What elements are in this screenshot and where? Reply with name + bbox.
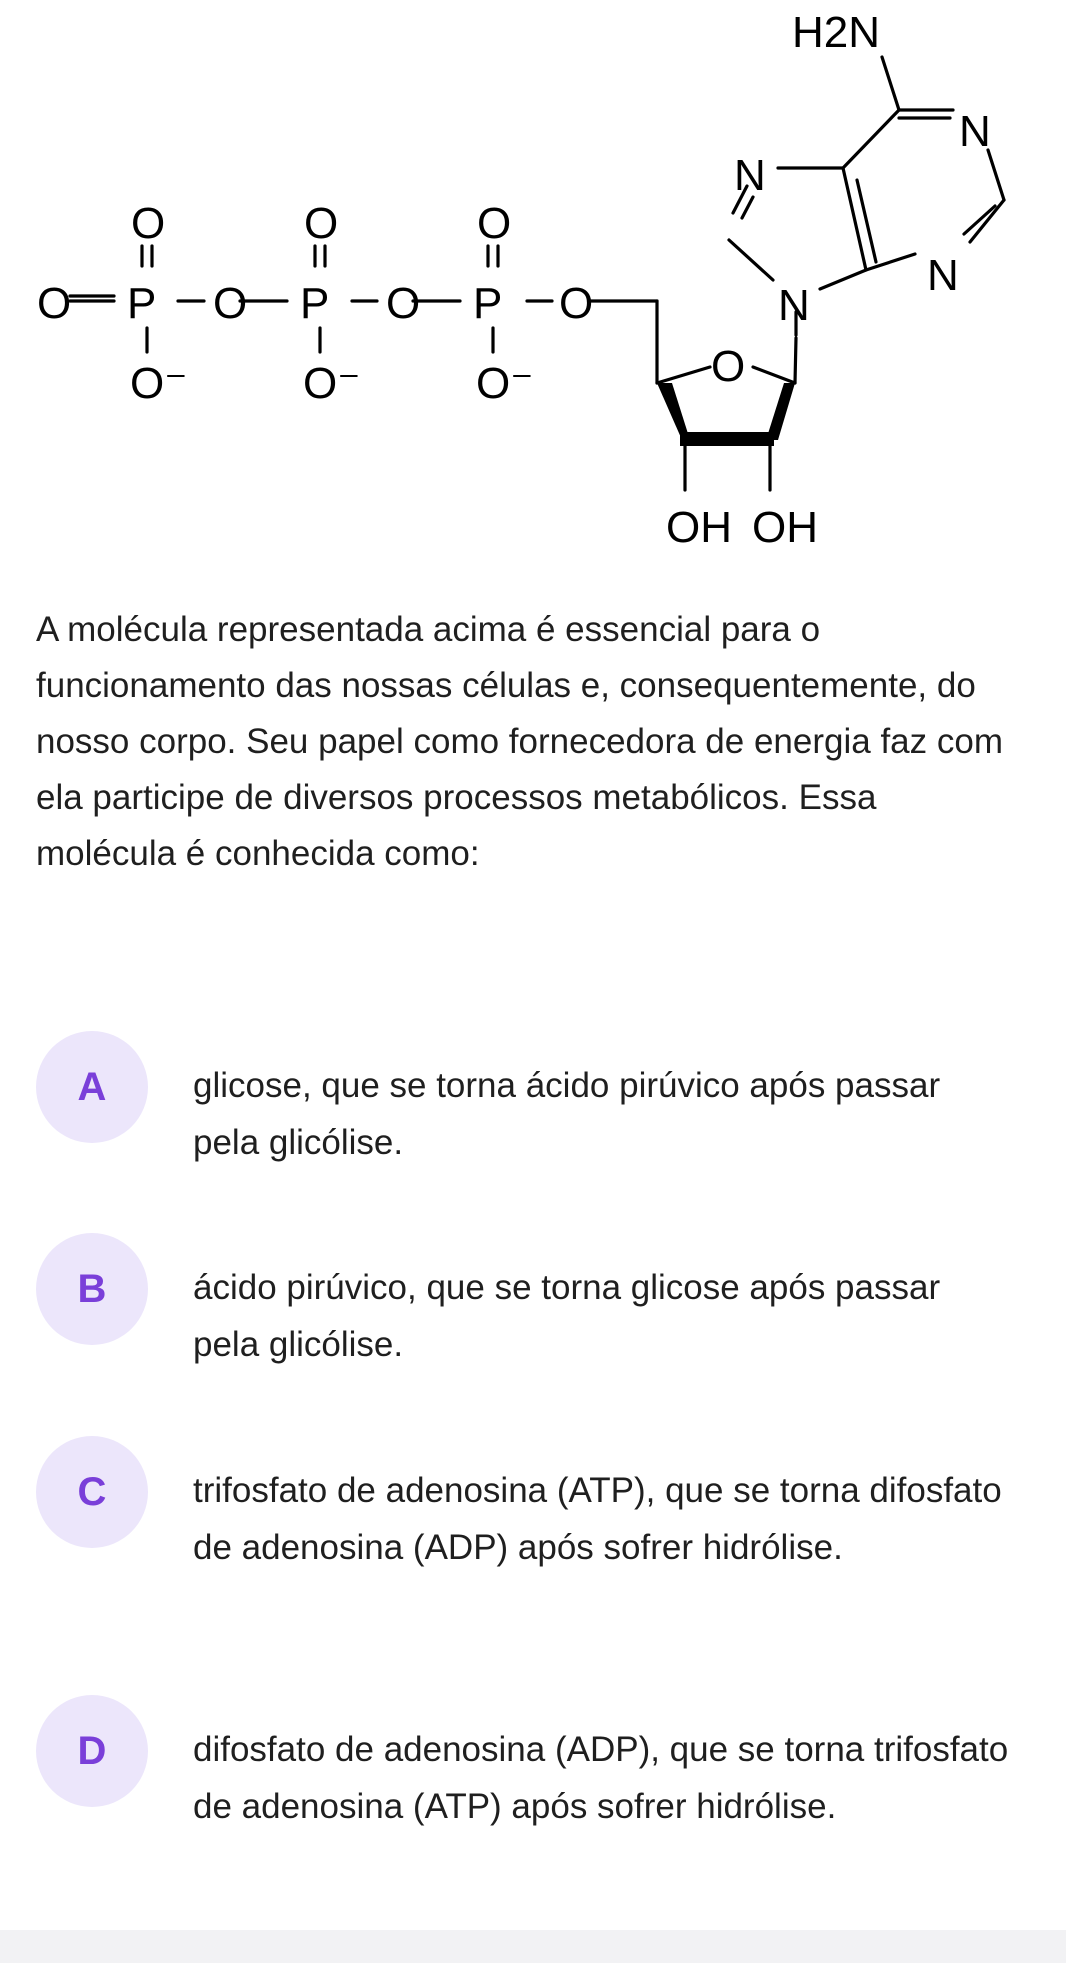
atom-label: N xyxy=(734,151,766,200)
atom-label: H2N xyxy=(792,8,881,57)
option-letter-badge: D xyxy=(36,1695,148,1807)
atom-label: N xyxy=(927,251,959,300)
wedge-bond xyxy=(766,383,795,440)
atom-label: O⁻ xyxy=(476,359,534,408)
atom-label: O xyxy=(559,279,594,328)
atom-label: OH xyxy=(666,503,732,552)
atom-label: O⁻ xyxy=(130,359,188,408)
option-text: glicose, que se torna ácido pirúvico após passar pela glicólise. xyxy=(193,1066,941,1162)
option-text: ácido pirúvico, que se torna glicose após passar pela glicólise. xyxy=(193,1268,941,1364)
atom-label: O xyxy=(386,279,421,328)
atom-label: O xyxy=(711,342,746,391)
question-text: A molécula representada acima é essencial para o funcionamento das nossas células e, consequentemente, do nosso corpo. Seu papel como fornecedora de energia faz com ela participe de diversos processos metabólicos. Essa molécula é conhecida como: xyxy=(36,610,1003,873)
atom-label: N xyxy=(959,107,991,156)
option-letter-badge: B xyxy=(36,1233,148,1345)
atom-label: O xyxy=(37,279,72,328)
atom-label: O⁻ xyxy=(303,359,361,408)
atp-structure-diagram xyxy=(0,0,1066,570)
wedge-bond xyxy=(657,383,690,440)
atom-label: O xyxy=(477,199,512,248)
atom-label: O xyxy=(213,279,248,328)
footer-band xyxy=(0,1930,1066,1963)
atom-label: N xyxy=(778,281,810,330)
option-text: difosfato de adenosina (ADP), que se torna trifosfato de adenosina (ATP) após sofrer hidrólise. xyxy=(193,1730,1009,1826)
atom-label: P xyxy=(127,279,157,328)
atom-label: P xyxy=(300,279,330,328)
option-letter-badge: A xyxy=(36,1031,148,1143)
atom-label: P xyxy=(473,279,503,328)
option-text: trifosfato de adenosina (ATP), que se torna difosfato de adenosina (ADP) após sofrer hidrólise. xyxy=(193,1471,1002,1567)
atom-label: O xyxy=(304,199,339,248)
atp-molecule-figure xyxy=(0,0,1066,570)
atom-label: OH xyxy=(752,503,818,552)
atom-label: O xyxy=(131,199,166,248)
bold-bond xyxy=(680,432,774,446)
option-letter-badge: C xyxy=(36,1436,148,1548)
